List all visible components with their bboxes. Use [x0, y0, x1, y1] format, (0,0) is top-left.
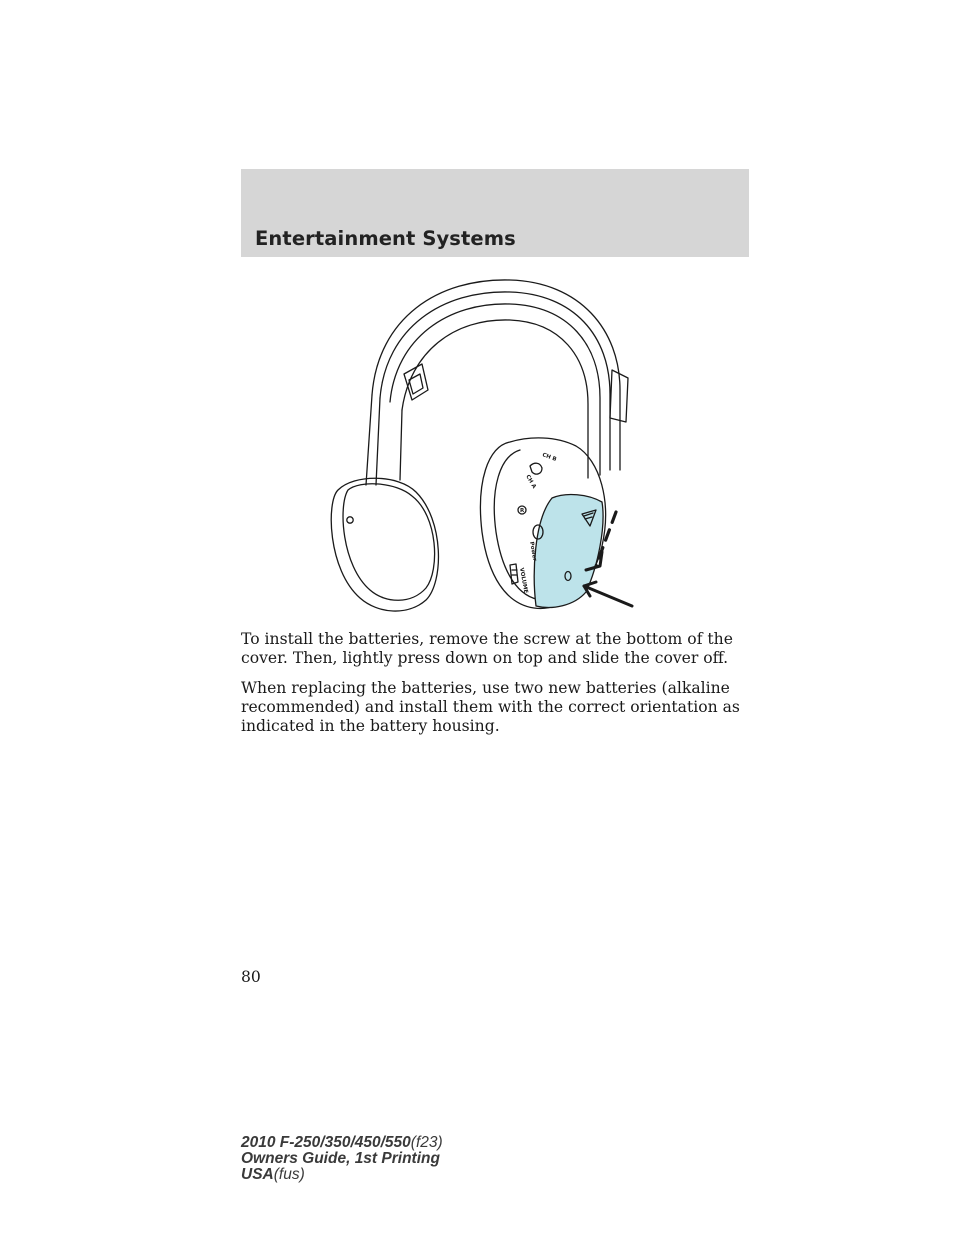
- label-r: R: [520, 508, 525, 514]
- headband-inner-edge: [402, 320, 588, 478]
- paragraph-remove-cover: To install the batteries, remove the screw at the bottom of the cover. Then, lightly press down on top and slide the cover off.: [241, 630, 733, 667]
- section-header-band: [241, 169, 749, 257]
- wireless-headphones-illustration: [320, 270, 660, 620]
- instructions-text: [241, 630, 761, 747]
- channel-switch: [530, 463, 542, 474]
- footer-model: 2010 F-250/350/450/550: [241, 1134, 411, 1151]
- left-cup-button: [347, 517, 353, 523]
- headband-edge-2: [380, 292, 610, 470]
- page-number: 80: [241, 968, 261, 986]
- label-ch-b: CH B: [541, 452, 558, 463]
- footer-model-code: (f23): [410, 1134, 443, 1151]
- footer-line-guide: [241, 1151, 443, 1167]
- print-footer: [241, 1135, 443, 1183]
- label-power: Power: [528, 541, 538, 562]
- left-slider-block: [404, 364, 428, 400]
- footer-market-code: (fus): [273, 1166, 305, 1183]
- footer-line-model: [241, 1135, 443, 1151]
- footer-line-market: [241, 1167, 443, 1183]
- label-ch-a: CH A: [524, 474, 537, 490]
- headband-outer-edge: [372, 280, 620, 470]
- footer-market: USA: [241, 1166, 274, 1183]
- headphones-figure: [320, 270, 660, 620]
- section-title: Entertainment Systems: [255, 227, 516, 250]
- footer-guide: Owners Guide, 1st Printing: [241, 1150, 440, 1167]
- volume-wheel: [510, 564, 518, 584]
- label-volume: VOLUME: [518, 567, 529, 594]
- paragraph-replace-batteries: When replacing the batteries, use two new batteries (alkaline recommended) and install them with the correct orientation as indicated in the battery housing.: [241, 679, 740, 735]
